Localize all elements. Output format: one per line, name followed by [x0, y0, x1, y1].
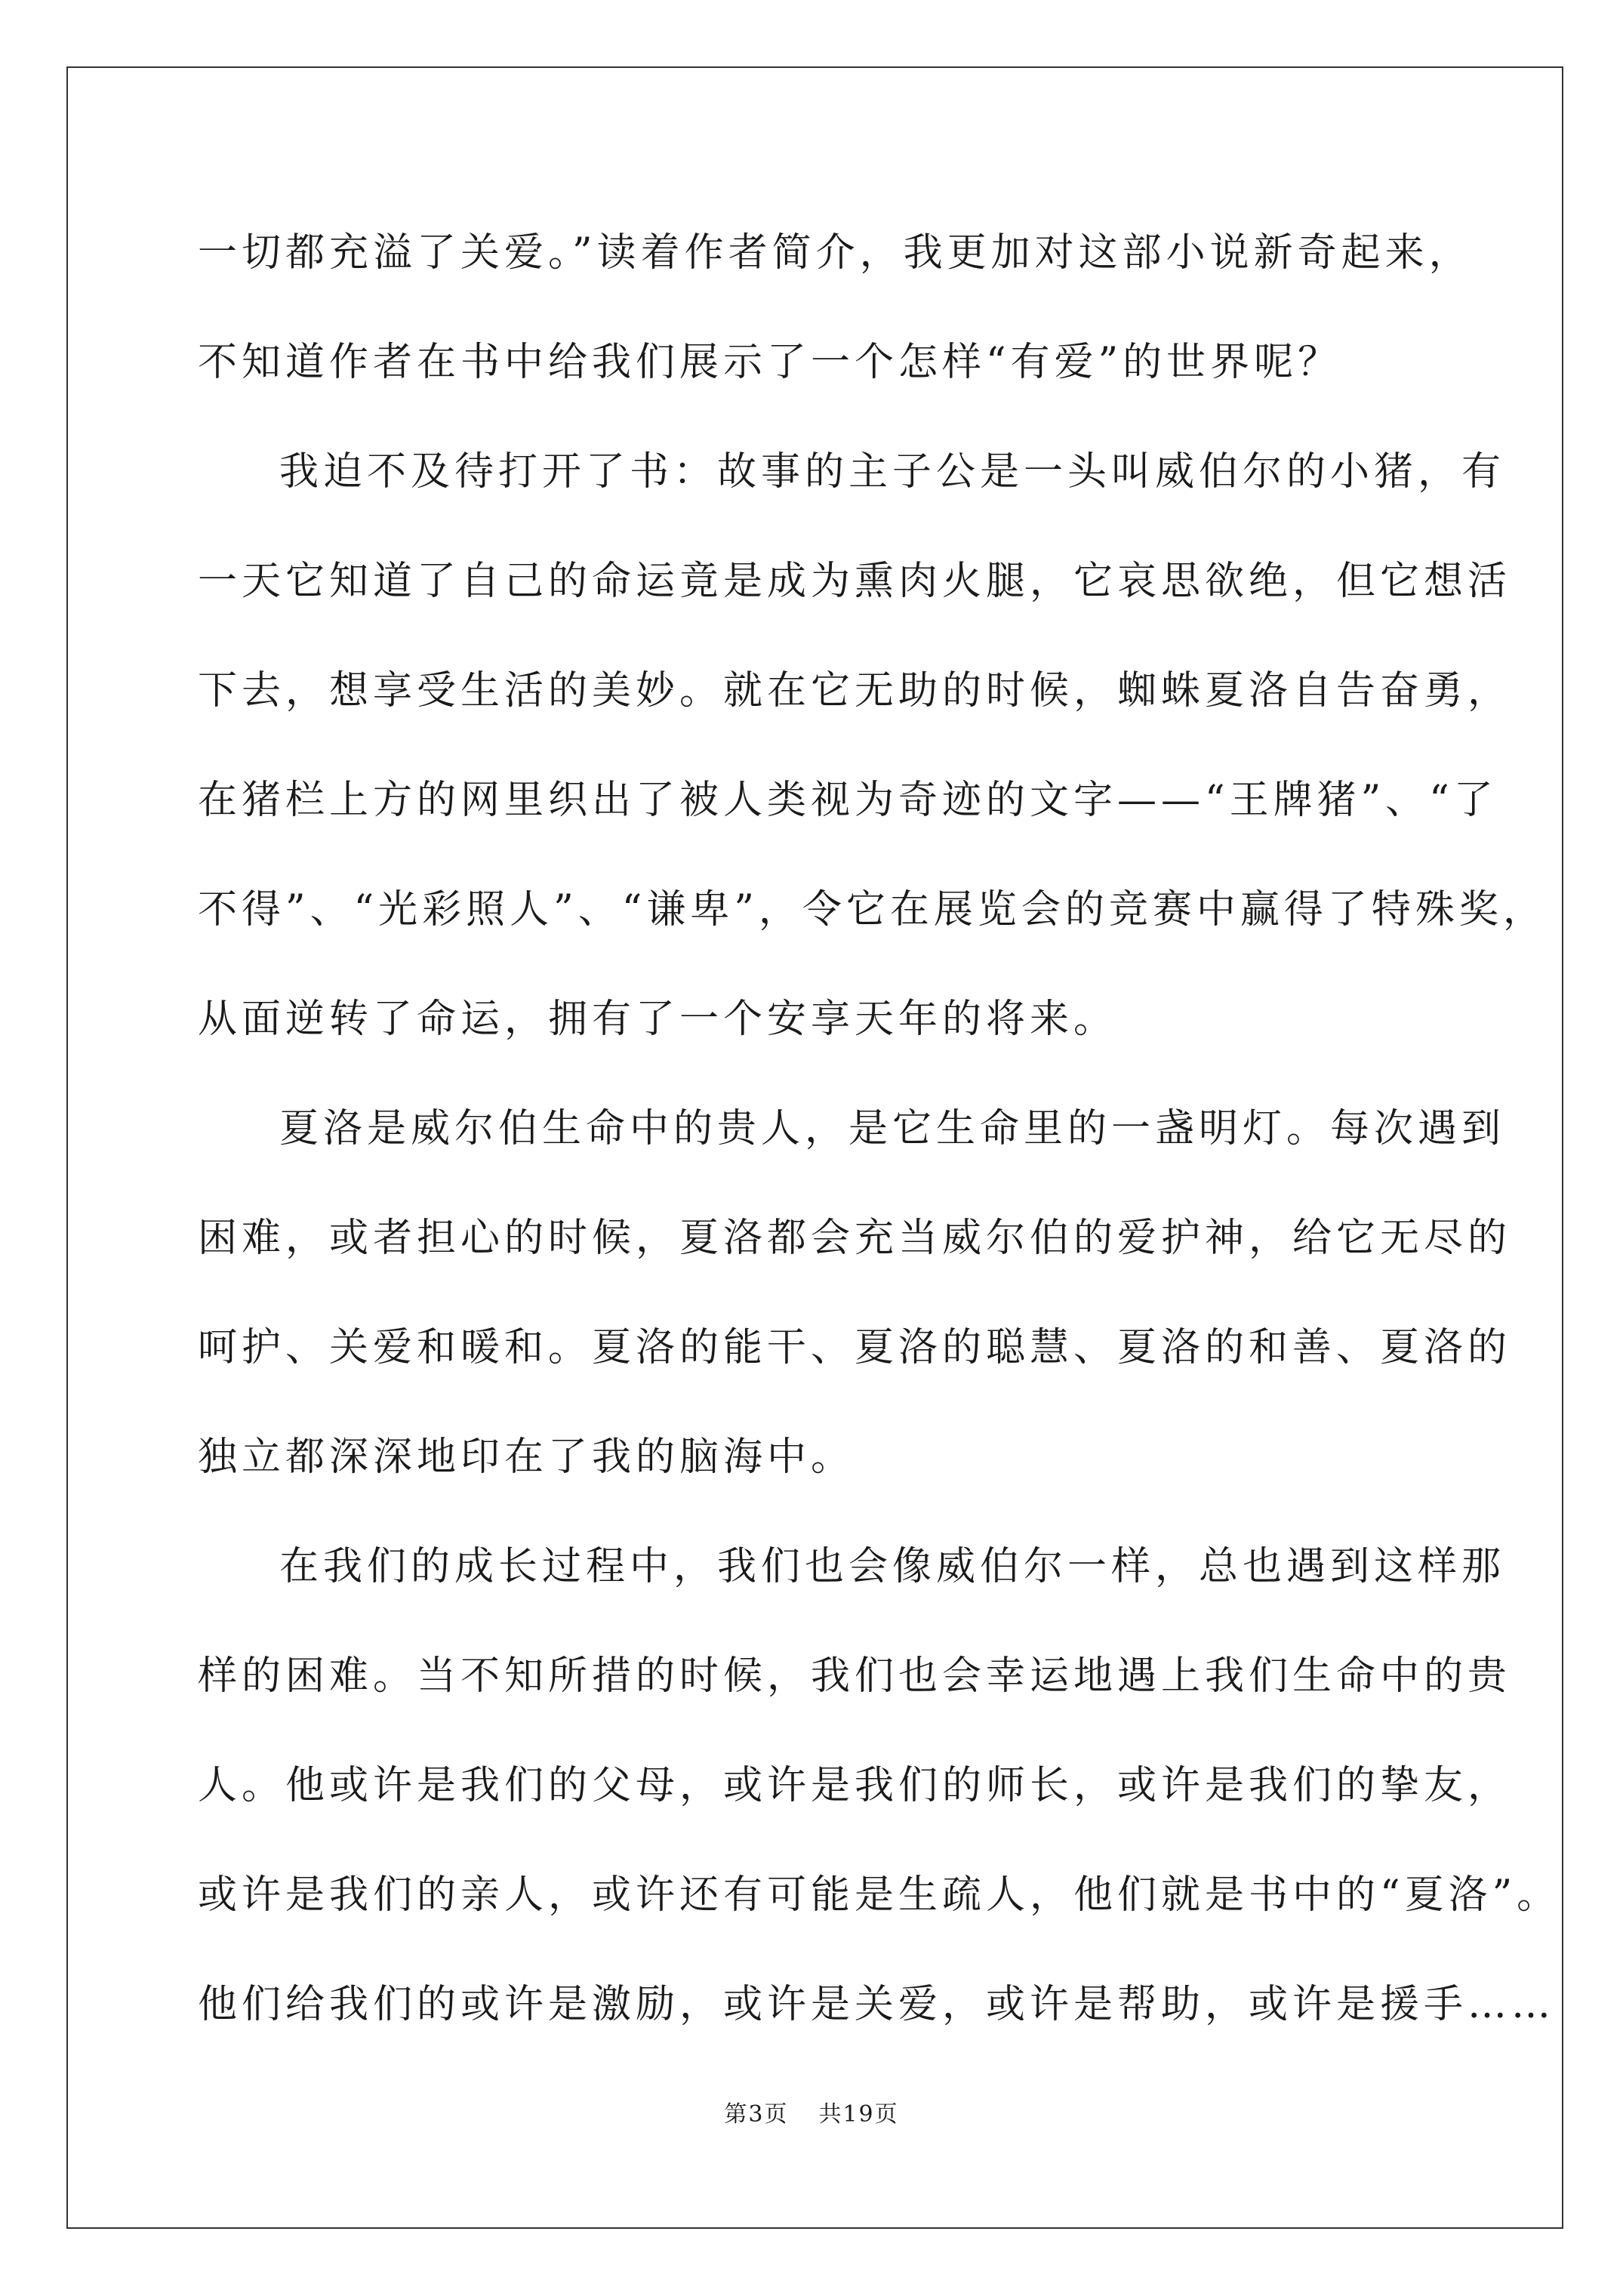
- text-line: 或许是我们的亲人，或许还有可能是生疏人，他们就是书中的“夏洛”。: [198, 1872, 1561, 1918]
- text-line: 他们给我们的或许是激励，或许是关爱，或许是帮助，或许是援手……: [198, 1982, 1556, 2027]
- text-line: 一天它知道了自己的命运竟是成为熏肉火腿，它哀思欲绝，但它想活: [198, 559, 1512, 604]
- text-line: 不得”、“光彩照人”、“谦卑”，令它在展览会的竞赛中赢得了特殊奖，: [198, 887, 1547, 932]
- text-line: 困难，或者担心的时候，夏洛都会充当威尔伯的爱护神，给它无尽的: [198, 1216, 1512, 1261]
- text-line: 呵护、关爱和暖和。夏洛的能干、夏洛的聪慧、夏洛的和善、夏洛的: [198, 1325, 1512, 1370]
- text-line: 不知道作者在书中给我们展示了一个怎样“有爱”的世界呢？: [198, 340, 1342, 385]
- text-line: 人。他或许是我们的父母，或许是我们的师长，或许是我们的挚友，: [198, 1763, 1512, 1808]
- text-line: 样的困难。当不知所措的时候，我们也会幸运地遇上我们生命中的贵: [198, 1653, 1512, 1699]
- text-line: 从面逆转了命运，拥有了一个安享天年的将来。: [198, 997, 1118, 1042]
- paragraph-first-line: 在我们的成长过程中，我们也会像威伯尔一样，总也遇到这样那: [279, 1544, 1506, 1589]
- text-line: 独立都深深地印在了我的脑海中。: [198, 1435, 855, 1480]
- text-line: 在猪栏上方的网里织出了被人类视为奇迹的文字——“王牌猪”、“了: [198, 778, 1498, 823]
- page-total: 共19页: [818, 2101, 899, 2128]
- paragraph-first-line: 夏洛是威尔伯生命中的贵人，是它生命里的一盏明灯。每次遇到: [279, 1106, 1506, 1151]
- page-footer: [0, 2095, 1623, 2128]
- text-line: 下去，想享受生活的美妙。就在它无助的时候，蜘蛛夏洛自告奋勇，: [198, 668, 1512, 713]
- paragraph-first-line: 我迫不及待打开了书：故事的主子公是一头叫威伯尔的小猪，有: [279, 449, 1506, 495]
- page-number: 第3页: [724, 2101, 789, 2128]
- text-line: 一切都充溢了关爱。”读着作者简介，我更加对这部小说新奇起来，: [198, 230, 1473, 276]
